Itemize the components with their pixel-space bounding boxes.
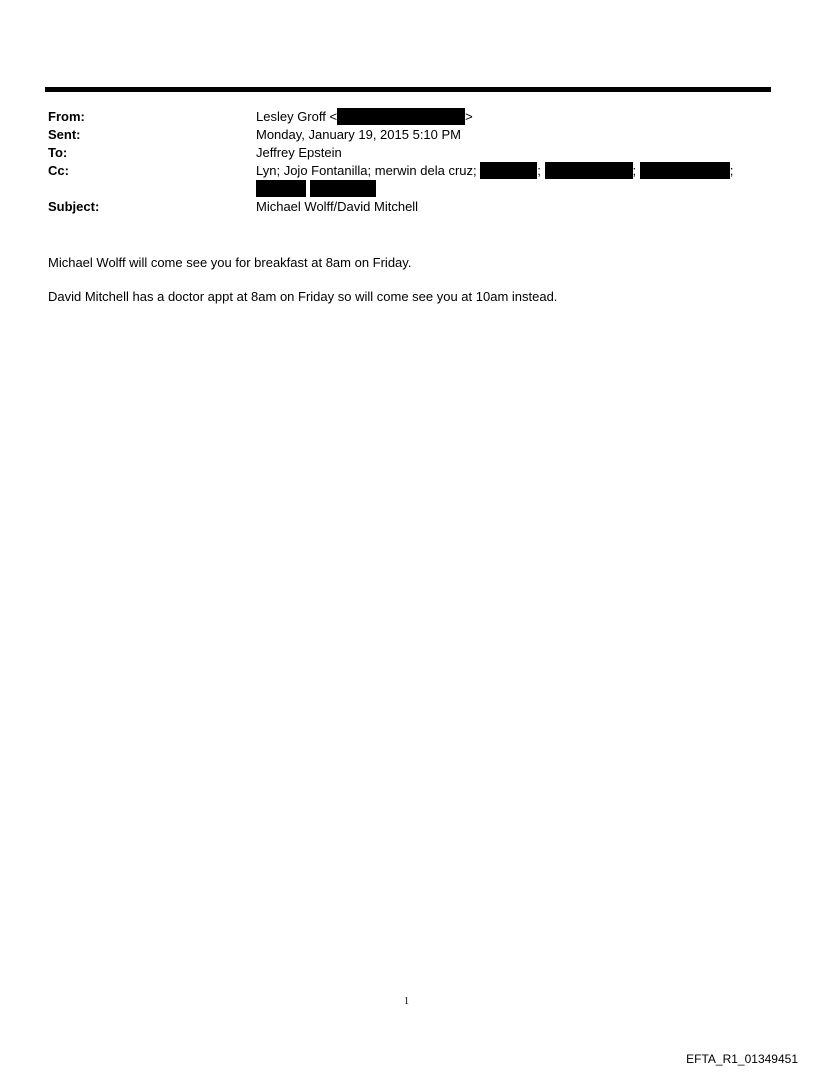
sent-label: Sent: [48,127,81,142]
redaction-box [337,108,465,125]
redaction-box [256,180,306,197]
from-row [47,108,777,126]
cc-row [47,162,777,198]
cc-value-line2 [256,180,376,198]
to-value: Jeffrey Epstein [256,145,342,160]
page-number: 1 [404,996,409,1007]
subject-label: Subject: [48,199,100,214]
subject-row [47,198,777,216]
subject-value: Michael Wolff/David Mitchell [256,199,419,214]
email-header [47,108,777,216]
cc-separator: ; [632,163,637,178]
redaction-box [480,162,537,179]
to-label: To: [48,145,68,160]
cc-separator: ; [537,163,541,178]
from-value [256,108,473,126]
from-close: > [465,109,473,124]
cc-names: Lyn; Jojo Fontanilla; merwin dela cruz; [256,163,477,178]
header-rule [45,87,771,92]
to-row [47,144,777,162]
sent-row [47,126,777,144]
from-name: Lesley Groff < [256,109,338,124]
bates-number: EFTA_R1_01349451 [686,1052,798,1066]
redaction-box [545,162,633,179]
body-paragraph: Michael Wolff will come see you for breakfast at 8am on Friday. [48,255,412,270]
email-body [48,254,557,322]
body-paragraph: David Mitchell has a doctor appt at 8am on Friday so will come see you at 10am instead. [48,289,558,304]
cc-label: Cc: [48,163,69,178]
sent-value: Monday, January 19, 2015 5:10 PM [256,127,461,142]
cc-value [256,162,733,180]
cc-separator: ; [729,163,734,178]
from-label: From: [48,109,85,124]
redaction-box [310,180,376,197]
redaction-box [640,162,730,179]
